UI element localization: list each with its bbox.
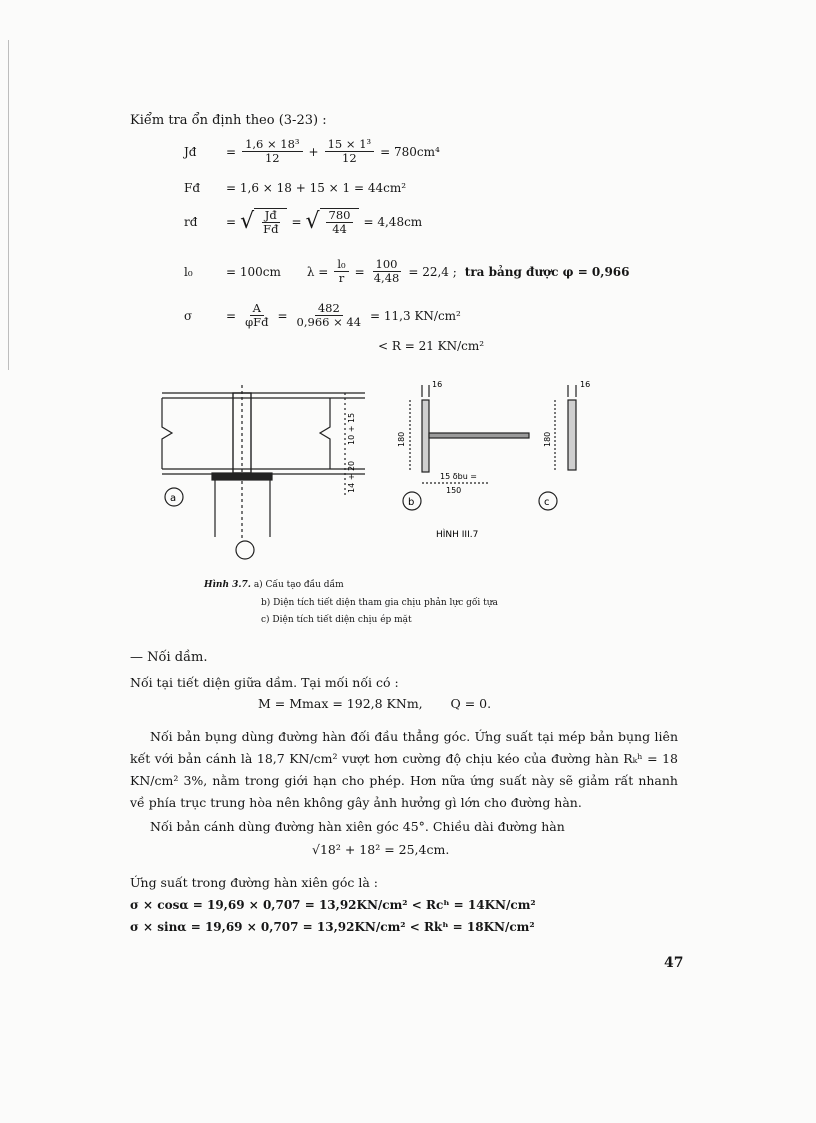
break-line-left	[162, 398, 172, 469]
eq-s-eq2: =	[277, 308, 288, 323]
paragraph-flange-weld: Nối bản cánh dùng đường hàn xiên góc 45°. Chiều dài đường hàn	[150, 819, 565, 834]
sqrt-2-sign: √	[305, 209, 320, 235]
eq-l-eq: =	[354, 264, 365, 279]
eq-l-f1-den: r	[338, 271, 345, 286]
eq-s-eq: =	[226, 308, 237, 323]
eq-j-frac2	[325, 138, 375, 165]
eq-l-rhs1: = 100cm	[226, 264, 281, 279]
dim-10-15: 10 + 15	[347, 412, 356, 445]
caption-row-a	[204, 580, 344, 590]
sqrt-1-sign: √	[240, 209, 255, 235]
eq-r-eq2: =	[291, 215, 302, 230]
eq-s-result: = 11,3 KN/cm²	[370, 308, 461, 323]
eq-s-f1-num: A	[250, 302, 264, 316]
equation-area	[184, 181, 406, 195]
figure-title: HÌNH III.7	[436, 530, 479, 540]
eq-s-frac2	[294, 302, 365, 329]
sqrt-2	[306, 208, 360, 236]
eq-l-frac1	[334, 258, 348, 285]
eq-s-lhs: σ	[184, 308, 193, 323]
equation-inertia	[184, 138, 440, 165]
eq-s-frac1	[242, 302, 271, 329]
eq-j-plus: +	[308, 144, 319, 159]
label-b: b	[408, 497, 415, 508]
eq-l-frac2	[371, 258, 403, 285]
label-c: c	[544, 497, 550, 508]
eq-s-f2-num: 482	[315, 302, 343, 316]
section-b-web	[429, 433, 529, 438]
caption-line-b: b) Diện tích tiết diện tham gia chịu phản lực gối tựa	[261, 598, 498, 608]
equation-radius	[184, 208, 422, 236]
eq-r-result: = 4,48cm	[363, 215, 423, 230]
dim-14-20: 14 + 20	[347, 460, 356, 493]
eq-l-f2-num: 100	[373, 258, 401, 272]
sqrt-1	[240, 208, 287, 236]
eq-s-f2-den: 0,966 × 44	[296, 315, 362, 330]
eq-r-frac2	[326, 209, 354, 236]
section-heading: — Nối dầm.	[130, 650, 208, 665]
page-number: 47	[664, 955, 684, 971]
eq-j-lhs: Jđ	[184, 144, 197, 159]
scan-edge-line	[8, 40, 9, 370]
eq-j-f2-den: 12	[342, 151, 357, 166]
paragraph-web-weld: Nối bản bụng dùng đường hàn đối đầu thẳng góc. Ứng suất tại mép bản bụng liên kết với bản cánh là 18,7 KN/cm² vượt hơn cường độ chịu kéo của đường hàn Rₖʰ = 18 KN/cm² 3%, nằm trong giới hạn cho phép. Hơn nữa ứng suất này sẽ giảm rất nhanh về phía trục trung hòa nên không gây ảnh hưởng gì lớn cho đường hàn.	[130, 729, 678, 810]
formula-sin: σ × sinα = 19,69 × 0,707 = 13,92KN/cm² < Rkʰ = 18KN/cm²	[130, 920, 535, 934]
eq-l-lambda: λ =	[306, 264, 329, 279]
figure-a	[162, 385, 365, 559]
section-c-plate	[568, 400, 576, 470]
section-b-flange	[422, 400, 429, 472]
break-line-right	[320, 398, 330, 469]
formula-cos: σ × cosα = 19,69 × 0,707 = 13,92KN/cm² < Rcʰ = 14KN/cm²	[130, 898, 536, 912]
equation-stress	[184, 302, 461, 329]
eq-r-s1-den: Fđ	[263, 222, 279, 237]
eq-j-f1-den: 12	[264, 151, 280, 166]
eq-f-lhs: Fđ	[184, 181, 201, 195]
paragraph-stress-intro: Ứng suất trong đường hàn xiên góc là :	[130, 875, 378, 890]
dim-180-b: 180	[397, 431, 406, 447]
equation-slenderness	[184, 258, 630, 285]
section-bubble	[236, 541, 254, 559]
eq-r-s2-num: 780	[326, 209, 354, 223]
figure-b	[403, 385, 529, 510]
eq-f-rhs: = 1,6 × 18 + 15 × 1 = 44cm²	[226, 181, 407, 195]
eq-r-lhs: rđ	[184, 215, 198, 230]
dim-16-c: 16	[580, 380, 591, 389]
dim-15-deltabu: 15 δbu =	[440, 472, 478, 481]
eq-l-lhs: l₀	[184, 264, 193, 279]
eq-l-lookup: tra bảng được φ = 0,966	[464, 264, 630, 279]
eq-l-result: = 22,4 ;	[408, 264, 457, 279]
eq-s-f1-den: φFđ	[245, 315, 269, 330]
eq-r-eq: =	[226, 215, 237, 230]
eq-j-eq: =	[226, 144, 237, 159]
figure-beam-detail	[150, 365, 620, 570]
eq-r-s1-num: Jđ	[262, 209, 280, 223]
eq-r-s2-den: 44	[332, 222, 347, 237]
eq-j-result: = 780cm⁴	[380, 144, 440, 159]
eq-r-frac1	[260, 209, 281, 236]
dim-16-b: 16	[432, 380, 443, 389]
eq-l-f2-den: 4,48	[373, 271, 400, 286]
intro-text: Kiểm tra ổn định theo (3-23) :	[130, 113, 327, 128]
formula-moment: M = Mmax = 192,8 KNm, Q = 0.	[258, 696, 492, 711]
dim-150: 150	[446, 486, 462, 495]
support-plate	[212, 473, 272, 480]
eq-l-f1-num: l₀	[334, 258, 348, 272]
dim-180-c: 180	[543, 431, 552, 447]
caption-title: Hình 3.7.	[204, 580, 251, 590]
formula-weld-length: √18² + 18² = 25,4cm.	[312, 842, 450, 857]
caption-line-c: c) Diện tích tiết diện chịu ép mặt	[261, 615, 412, 625]
eq-s-compare: < R = 21 KN/cm²	[378, 339, 485, 353]
eq-j-frac1	[242, 138, 302, 165]
label-a: a	[170, 493, 177, 504]
eq-j-f1-num: 1,6 × 18³	[242, 138, 302, 152]
paragraph-joint-intro: Nối tại tiết diện giữa dầm. Tại mối nối có :	[130, 675, 399, 690]
eq-j-f2-num: 15 × 1³	[325, 138, 375, 152]
caption-line-a: a) Cấu tạo đầu dầm	[253, 580, 344, 590]
